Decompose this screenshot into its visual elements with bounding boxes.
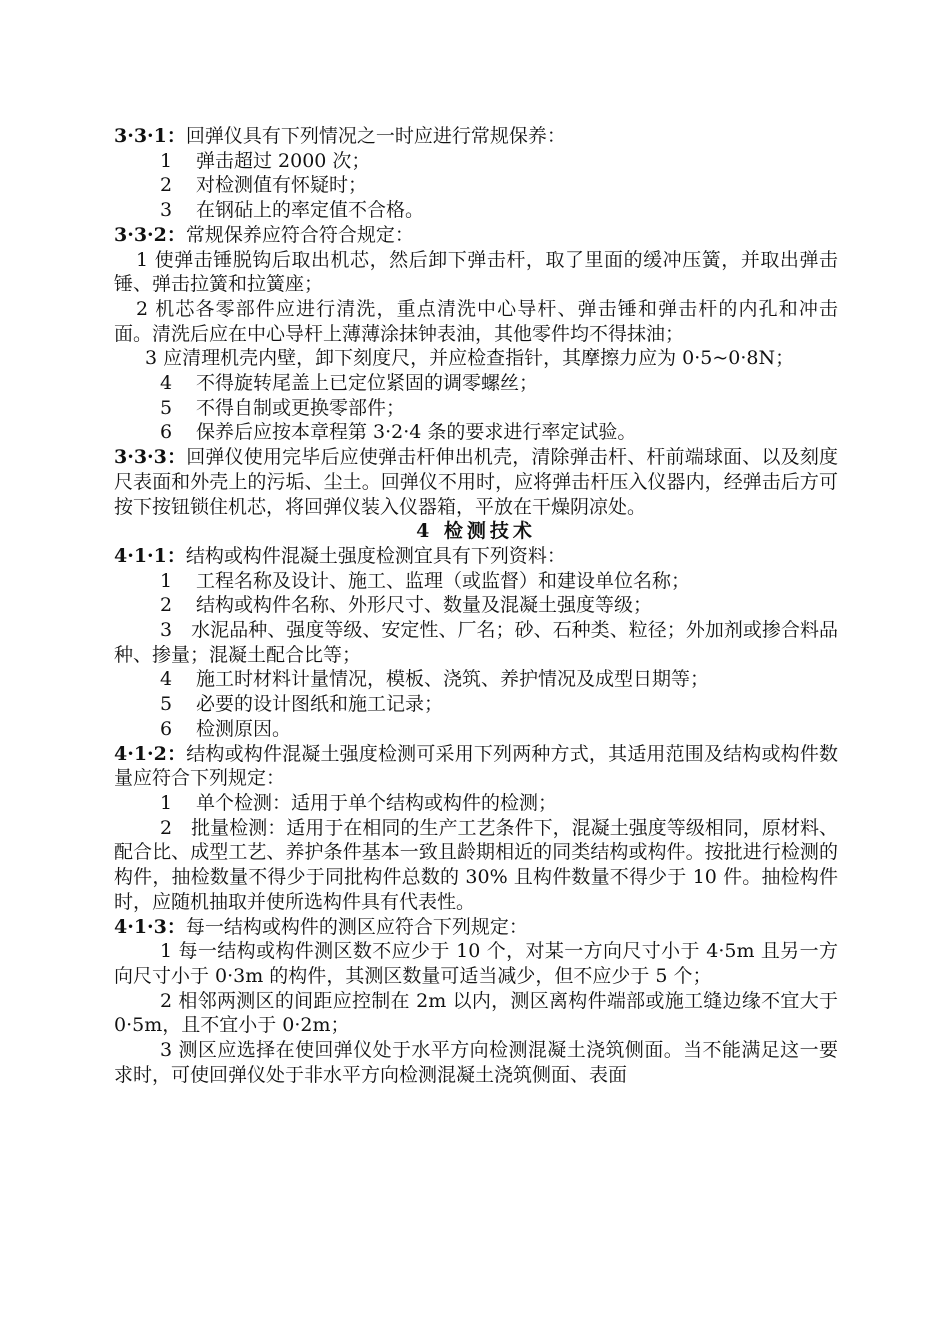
list-item: 1 弹击超过 2000 次； — [160, 149, 371, 172]
clause-3-3-3 — [114, 445, 838, 519]
list-item: 1 工程名称及设计、施工、监理（或监督）和建设单位名称； — [160, 569, 691, 592]
list-item: 6 检测原因。 — [160, 717, 292, 740]
clause-text: 每一结构或构件的测区应符合下列规定： — [185, 915, 528, 938]
list-item: 2 结构或构件名称、外形尺寸、数量及混凝土强度等级； — [160, 594, 653, 617]
list-item: 4 不得旋转尾盖上已定位紧固的调零螺丝； — [160, 372, 539, 395]
list-item: 3 在钢砧上的率定值不合格。 — [160, 199, 425, 222]
list-item: 5 不得自制或更换零部件； — [160, 396, 406, 419]
list-item: 1 单个检测：适用于单个结构或构件的检测； — [160, 791, 558, 814]
clause-number: 4·1·2： — [114, 742, 187, 765]
list-paragraph: 1 使弹击锤脱钩后取出机芯，然后卸下弹击杆，取了里面的缓冲压簧，并取出弹击锤、弹击拉簧和拉簧座； — [114, 248, 838, 296]
list-paragraph: 2 相邻两测区的间距应控制在 2m 以内，测区离构件端部或施工缝边缘不宜大于 0·5m，且不宜小于 0·2m； — [114, 989, 838, 1037]
clause-number: 3·3·2： — [114, 223, 186, 246]
clause-number: 4·1·1： — [114, 544, 186, 567]
clause-3-3-1 — [114, 124, 838, 149]
clause-text: 结构或构件混凝土强度检测可采用下列两种方式，其适用范围及结构或构件数量应符合下列规定： — [114, 742, 838, 790]
clause-text: 常规保养应符合符合规定： — [185, 223, 414, 246]
clause-number: 3·3·3： — [114, 446, 187, 469]
list-paragraph: 3 水泥品种、强度等级、安定性、厂名；砂、石种类、粒径；外加剂或掺合料品种、掺量；混凝土配合比等； — [114, 619, 838, 666]
clause-3-3-2 — [114, 223, 838, 248]
list-paragraph: 3 测区应选择在使回弹仪处于水平方向检测混凝土浇筑侧面。当不能满足这一要求时，可使回弹仪处于非水平方向检测混凝土浇筑侧面、表面 — [114, 1039, 838, 1086]
clause-text: 回弹仪使用完毕后应使弹击杆伸出机壳，清除弹击杆、杆前端球面、以及刻度尺表面和外壳上的污垢、尘土。回弹仪不用时，应将弹击杆压入仪器内，经弹击后方可按下按钮锁住机芯，将回弹仪装入仪器箱，平放在干燥阴凉处。 — [114, 446, 838, 518]
list-paragraph: 2 批量检测：适用于在相同的生产工艺条件下，混凝土强度等级相同，原材料、配合比、成型工艺、养护条件基本一致且龄期相近的同类结构或构件。按批进行检测的构件，抽检数量不得少于同批构件总数的 30% 且构件数量不得少于 10 件。抽检构件时，应随机抽取并使所选构件具有代表性。 — [114, 816, 838, 913]
list-paragraph: 2 机芯各零部件应进行清洗，重点清洗中心导杆、弹击锤和弹击杆的内孔和冲击面。清洗后应在中心导杆上薄薄涂抹钟表油，其他零件均不得抹油； — [114, 297, 838, 345]
list-item: 4 施工时材料计量情况，模板、浇筑、养护情况及成型日期等； — [160, 668, 710, 691]
list-paragraph: 3 应清理机壳内壁，卸下刻度尺，并应检查指针，其摩擦力应为 0·5~0·8N； — [145, 347, 795, 370]
list-paragraph: 1 每一结构或构件测区数不应少于 10 个，对某一方向尺寸小于 4·5m 且另一方向尺寸小于 0·3m 的构件，其测区数量可适当减少，但不应少于 5 个； — [114, 940, 838, 987]
clause-number: 3·3·1： — [114, 125, 186, 147]
clause-4-1-3 — [114, 915, 838, 940]
clause-text: 回弹仪具有下列情况之一时应进行常规保养： — [185, 125, 566, 147]
document-page — [114, 124, 838, 1087]
list-item: 2 对检测值有怀疑时； — [160, 174, 368, 197]
clause-number: 4·1·3： — [114, 915, 186, 938]
section-heading: 4 检测技术 — [416, 520, 536, 543]
list-item: 5 必要的设计图纸和施工记录； — [160, 693, 444, 716]
clause-4-1-1 — [114, 544, 838, 569]
clause-4-1-2 — [114, 742, 838, 791]
list-item: 6 保养后应按本章程第 3·2·4 条的要求进行率定试验。 — [160, 421, 637, 444]
clause-text: 结构或构件混凝土强度检测宜具有下列资料： — [185, 544, 566, 567]
